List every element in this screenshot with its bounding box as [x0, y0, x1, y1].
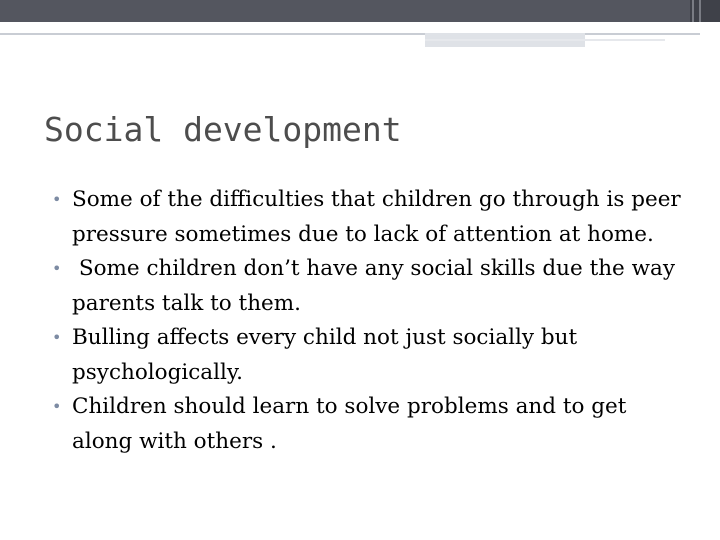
bullet-marker: • [52, 259, 62, 278]
bullet-text: Bulling affects every child not just socially but psychologically. [72, 325, 578, 385]
top-banner-corner [690, 0, 720, 22]
banner-divider [692, 0, 694, 22]
bullet-text: Some of the difficulties that children go through is peer pressure sometimes due to lack of attention at home. [72, 187, 681, 247]
bullet-item [52, 321, 692, 390]
bullet-text: Some children don’t have any social skills due the way parents talk to them. [72, 256, 682, 316]
decorative-rule [0, 33, 700, 35]
bullet-item [52, 183, 692, 252]
decorative-rule [425, 39, 665, 41]
bullet-text: Children should learn to solve problems and to get along with others . [72, 394, 627, 454]
bullet-marker: • [52, 328, 62, 347]
bullet-marker: • [52, 397, 62, 416]
bullet-list [52, 183, 692, 459]
top-banner-bar [0, 0, 720, 22]
banner-divider [699, 0, 701, 22]
slide-title: Social development [44, 110, 402, 149]
bullet-item [52, 252, 692, 321]
bullet-marker: • [52, 190, 62, 209]
bullet-item [52, 390, 692, 459]
